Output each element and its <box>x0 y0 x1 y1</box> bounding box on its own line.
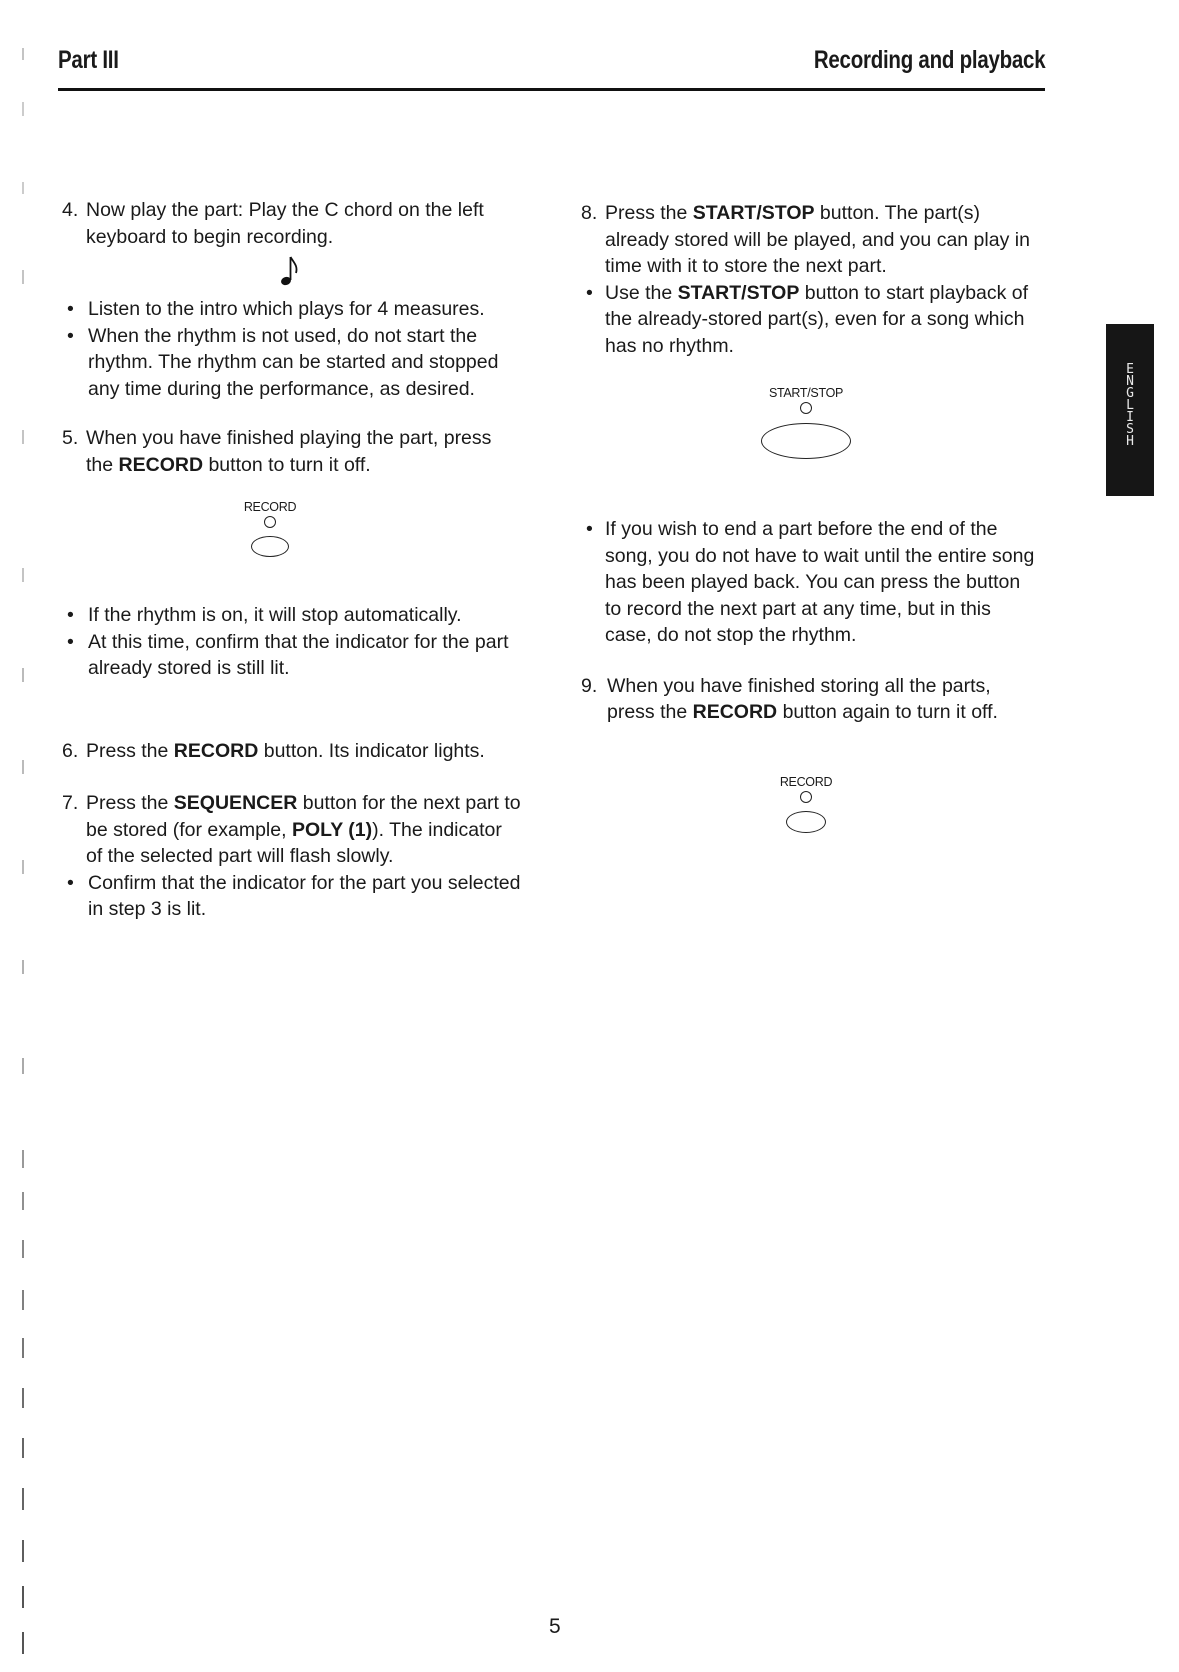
margin-mark <box>22 1240 24 1258</box>
margin-mark <box>22 1150 24 1168</box>
record-keyword: RECORD <box>173 739 259 762</box>
margin-mark <box>22 1540 24 1562</box>
record-indicator-icon <box>800 791 812 803</box>
sequencer-keyword: SEQUENCER <box>173 792 298 814</box>
step-8-bullet-1 <box>581 280 1041 360</box>
text: button to turn it off. <box>203 453 371 476</box>
step-8-bullet-2 <box>581 516 1041 649</box>
startstop-control <box>756 386 856 459</box>
margin-mark <box>22 430 24 444</box>
text: button. Its indicator lights. <box>258 739 485 762</box>
record-keyword: RECORD <box>692 701 778 723</box>
margin-mark <box>22 182 24 194</box>
text: Press the <box>86 792 174 814</box>
step-4-bullet-1 <box>62 296 522 323</box>
margin-mark <box>22 1290 24 1310</box>
tab-letter: I <box>1126 410 1134 425</box>
text: When you have finished storing all the parts, press the <box>607 674 991 723</box>
right-column-lower <box>581 516 1041 726</box>
startstop-indicator-icon <box>800 402 812 414</box>
step-number: 4. <box>62 199 79 221</box>
step-4 <box>62 197 522 250</box>
bullet-text <box>605 280 1041 360</box>
step-9 <box>581 673 1041 726</box>
margin-mark <box>22 1192 24 1210</box>
text: button again to turn it off. <box>777 701 998 723</box>
record-label: RECORD <box>243 500 297 514</box>
startstop-button[interactable] <box>761 423 851 459</box>
step-4-bullet-2 <box>62 323 522 403</box>
step-8 <box>581 200 1041 280</box>
margin-mark <box>22 1438 24 1458</box>
step-6-text <box>86 738 522 765</box>
step-5 <box>62 425 522 478</box>
section-heading: Recording and playback <box>813 46 1045 74</box>
record-control <box>230 500 310 557</box>
tab-letter: G <box>1126 386 1134 401</box>
left-column-lower <box>62 602 522 923</box>
margin-mark <box>22 760 24 774</box>
page-number: 5 <box>549 1615 561 1638</box>
margin-mark <box>22 860 24 874</box>
record-indicator-icon <box>264 516 276 528</box>
margin-mark <box>22 668 24 682</box>
text: button for the next part to be stored (for example, <box>86 792 521 841</box>
eighth-note-icon <box>62 250 522 294</box>
record-button[interactable] <box>251 536 289 557</box>
text: Press the <box>605 202 693 224</box>
step-8-text <box>605 200 1041 280</box>
bullet-mark: • <box>67 604 74 626</box>
margin-mark <box>22 102 24 116</box>
bullet-text: Confirm that the indicator for the part you selected in step 3 is lit. <box>88 871 521 920</box>
record-keyword: RECORD <box>118 453 204 476</box>
step-9-text <box>607 673 1041 726</box>
step-number: 9. <box>581 674 598 697</box>
record-button[interactable] <box>786 811 826 833</box>
margin-mark <box>22 48 24 60</box>
step-number: 7. <box>62 792 79 814</box>
text: ). The indicator of the selected part will flash slowly. <box>86 818 502 867</box>
margin-mark <box>22 1488 24 1510</box>
step-number: 8. <box>581 202 598 224</box>
tab-letter: H <box>1126 434 1134 449</box>
margin-mark <box>22 960 24 974</box>
step-5-text <box>86 425 522 478</box>
startstop-label: START/STOP <box>768 386 844 400</box>
bullet-mark: • <box>67 298 74 320</box>
bullet-mark: • <box>586 518 593 540</box>
bullet-text: Listen to the intro which plays for 4 measures. <box>88 298 485 320</box>
bullet-mark: • <box>586 281 593 304</box>
left-column <box>62 197 522 478</box>
binding-margin-marks <box>22 40 26 1660</box>
margin-mark <box>22 568 24 582</box>
part-heading: Part III <box>58 46 119 74</box>
text: Use the <box>605 281 678 304</box>
text: button. The part(s) already stored will be played, and you can play in time with it to store the next part. <box>605 202 1030 277</box>
tab-letter: S <box>1126 422 1134 437</box>
bullet-text: If the rhythm is on, it will stop automatically. <box>88 604 462 626</box>
margin-mark <box>22 270 24 284</box>
step-5-bullet-2 <box>62 629 522 682</box>
record-control-2 <box>766 775 846 833</box>
text: button to start playback of the already-stored part(s), even for a song which has no rhythm. <box>605 281 1029 357</box>
startstop-keyword: START/STOP <box>692 202 815 224</box>
step-number: 5. <box>62 427 79 449</box>
header-rule <box>58 88 1045 91</box>
bullet-text: If you wish to end a part before the end of the song, you do not have to wait until the entire song has been played back. You can press the button to record the next part at any time, but in this case, do not stop the rhythm. <box>605 518 1035 646</box>
tab-letter: N <box>1126 374 1134 389</box>
margin-mark <box>22 1586 24 1608</box>
record-label: RECORD <box>779 775 833 789</box>
step-7-bullet <box>62 870 522 923</box>
step-number: 6. <box>62 739 79 762</box>
step-7 <box>62 790 522 870</box>
margin-mark <box>22 1338 24 1358</box>
bullet-mark: • <box>67 324 74 347</box>
bullet-text: When the rhythm is not used, do not start the rhythm. The rhythm can be started and stopped any time during the performance, as desired. <box>88 324 499 400</box>
language-tab-letters <box>1106 364 1154 448</box>
step-4-text: Now play the part: Play the C chord on the left keyboard to begin recording. <box>86 199 484 248</box>
text: Press the <box>86 739 174 762</box>
margin-mark <box>22 1388 24 1408</box>
language-tab <box>1106 324 1154 496</box>
tab-letter: L <box>1126 398 1134 413</box>
startstop-keyword: START/STOP <box>677 281 800 304</box>
margin-mark <box>22 1632 24 1654</box>
tab-letter: E <box>1126 362 1134 377</box>
bullet-mark: • <box>67 630 74 653</box>
bullet-mark: • <box>67 871 74 894</box>
margin-mark <box>22 1058 24 1074</box>
step-5-bullet-1 <box>62 602 522 629</box>
text: When you have finished playing the part, press the <box>86 427 492 476</box>
step-6 <box>62 738 522 765</box>
right-column <box>581 200 1041 359</box>
poly-keyword: POLY (1) <box>291 818 373 841</box>
bullet-text: At this time, confirm that the indicator for the part already stored is still lit. <box>88 630 509 679</box>
step-7-text <box>86 790 522 870</box>
